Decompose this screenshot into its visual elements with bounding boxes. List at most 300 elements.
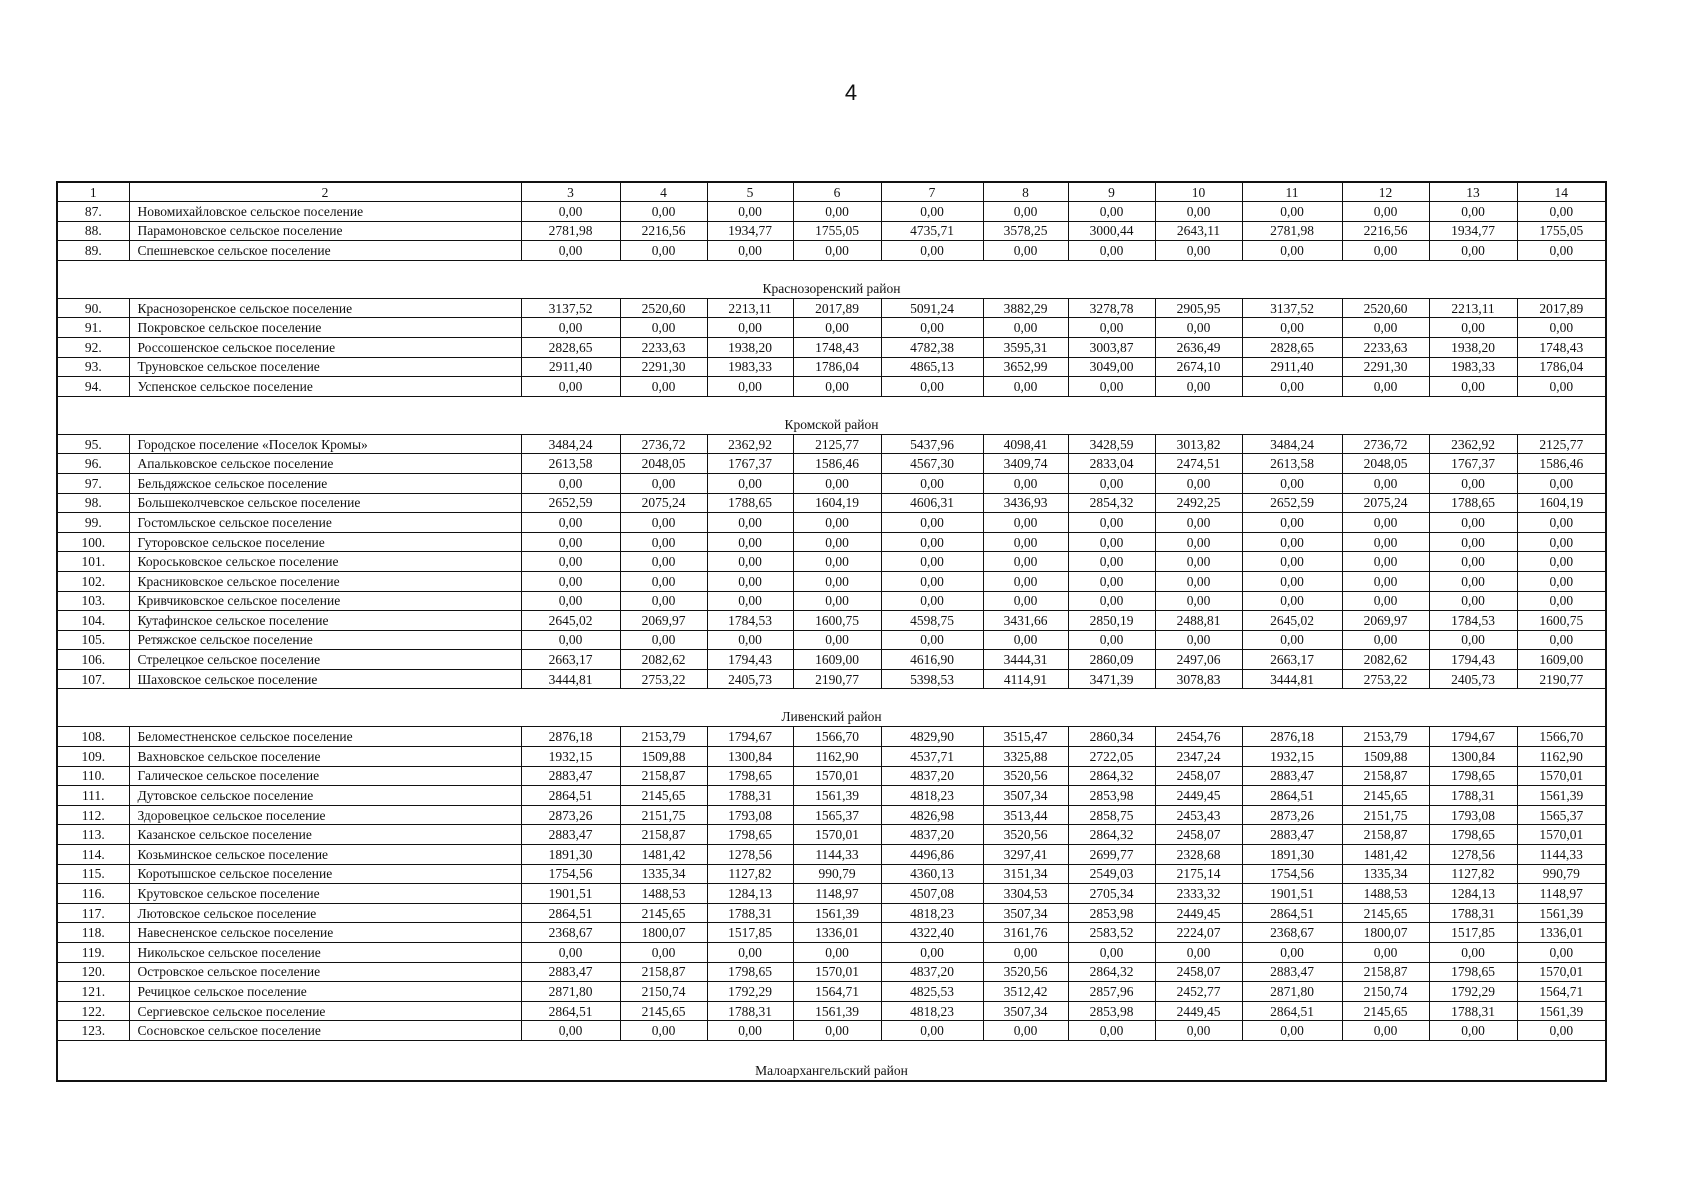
value-cell: 1901,51	[1242, 884, 1342, 904]
settlement-name: Городское поселение «Поселок Кромы»	[129, 434, 521, 454]
value-cell: 0,00	[1342, 630, 1429, 650]
value-cell: 2520,60	[620, 298, 707, 318]
value-cell: 0,00	[1068, 377, 1155, 397]
settlement-name: Ретяжское сельское поселение	[129, 630, 521, 650]
value-cell: 2833,04	[1068, 454, 1155, 474]
value-cell: 1891,30	[1242, 845, 1342, 865]
value-cell: 1604,19	[793, 493, 881, 513]
value-cell: 2449,45	[1155, 786, 1242, 806]
value-cell: 4606,31	[881, 493, 983, 513]
value-cell: 1144,33	[793, 845, 881, 865]
value-cell: 1335,34	[620, 864, 707, 884]
table-row	[57, 473, 1606, 493]
value-cell: 2405,73	[707, 669, 793, 689]
value-cell: 2520,60	[1342, 298, 1429, 318]
value-cell: 3513,44	[983, 805, 1068, 825]
value-cell: 0,00	[1242, 630, 1342, 650]
value-cell: 0,00	[881, 513, 983, 533]
column-number: 1	[57, 182, 129, 202]
value-cell: 3137,52	[521, 298, 620, 318]
column-number-row	[57, 182, 1606, 202]
value-cell: 3507,34	[983, 1001, 1068, 1021]
value-cell: 1570,01	[793, 766, 881, 786]
row-number: 121.	[57, 982, 129, 1002]
value-cell: 2736,72	[1342, 434, 1429, 454]
value-cell: 2175,14	[1155, 864, 1242, 884]
value-cell: 0,00	[793, 552, 881, 572]
value-cell: 4616,90	[881, 650, 983, 670]
value-cell: 1565,37	[1517, 805, 1606, 825]
row-number: 90.	[57, 298, 129, 318]
value-cell: 1767,37	[707, 454, 793, 474]
value-cell: 0,00	[1155, 377, 1242, 397]
row-number: 106.	[57, 650, 129, 670]
value-cell: 2017,89	[793, 298, 881, 318]
settlement-name: Галическое сельское поселение	[129, 766, 521, 786]
settlement-name: Здоровецкое сельское поселение	[129, 805, 521, 825]
value-cell: 0,00	[620, 318, 707, 338]
value-cell: 2613,58	[1242, 454, 1342, 474]
settlement-name: Вахновское сельское поселение	[129, 747, 521, 767]
table-row	[57, 766, 1606, 786]
settlement-name: Лютовское сельское поселение	[129, 903, 521, 923]
value-cell: 990,79	[1517, 864, 1606, 884]
value-cell: 0,00	[881, 532, 983, 552]
value-cell: 0,00	[881, 591, 983, 611]
value-cell: 2860,09	[1068, 650, 1155, 670]
value-cell: 0,00	[1517, 473, 1606, 493]
value-cell: 2871,80	[521, 982, 620, 1002]
value-cell: 3137,52	[1242, 298, 1342, 318]
value-cell: 1792,29	[1429, 982, 1517, 1002]
value-cell: 2858,75	[1068, 805, 1155, 825]
value-cell: 0,00	[1155, 571, 1242, 591]
row-number: 103.	[57, 591, 129, 611]
value-cell: 2145,65	[620, 1001, 707, 1021]
value-cell: 1481,42	[620, 845, 707, 865]
value-cell: 2125,77	[1517, 434, 1606, 454]
value-cell: 0,00	[793, 241, 881, 261]
value-cell: 2069,97	[1342, 611, 1429, 631]
value-cell: 1566,70	[793, 727, 881, 747]
value-cell: 1600,75	[793, 611, 881, 631]
value-cell: 0,00	[1342, 473, 1429, 493]
settlement-name: Шаховское сельское поселение	[129, 669, 521, 689]
value-cell: 0,00	[620, 630, 707, 650]
value-cell: 2883,47	[521, 766, 620, 786]
value-cell: 2853,98	[1068, 903, 1155, 923]
value-cell: 2699,77	[1068, 845, 1155, 865]
value-cell: 0,00	[620, 377, 707, 397]
value-cell: 2636,49	[1155, 337, 1242, 357]
value-cell: 1570,01	[1517, 962, 1606, 982]
value-cell: 3436,93	[983, 493, 1068, 513]
row-number: 105.	[57, 630, 129, 650]
settlement-name: Спешневское сельское поселение	[129, 241, 521, 261]
value-cell: 2452,77	[1155, 982, 1242, 1002]
value-cell: 2474,51	[1155, 454, 1242, 474]
value-cell: 2458,07	[1155, 962, 1242, 982]
value-cell: 2213,11	[1429, 298, 1517, 318]
value-cell: 1788,31	[1429, 903, 1517, 923]
value-cell: 1148,97	[793, 884, 881, 904]
row-number: 119.	[57, 943, 129, 963]
value-cell: 2583,52	[1068, 923, 1155, 943]
value-cell: 0,00	[1242, 377, 1342, 397]
table-row	[57, 650, 1606, 670]
value-cell: 1784,53	[1429, 611, 1517, 631]
value-cell: 2216,56	[1342, 221, 1429, 241]
value-cell: 0,00	[707, 1021, 793, 1041]
value-cell: 0,00	[1155, 202, 1242, 222]
value-cell: 0,00	[793, 943, 881, 963]
value-cell: 0,00	[521, 513, 620, 533]
value-cell: 2216,56	[620, 221, 707, 241]
table-row	[57, 962, 1606, 982]
value-cell: 0,00	[1068, 630, 1155, 650]
value-cell: 0,00	[881, 202, 983, 222]
value-cell: 0,00	[1242, 473, 1342, 493]
value-cell: 3078,83	[1155, 669, 1242, 689]
settlement-name: Сосновское сельское поселение	[129, 1021, 521, 1041]
table-row	[57, 591, 1606, 611]
value-cell: 2048,05	[620, 454, 707, 474]
row-number: 118.	[57, 923, 129, 943]
value-cell: 0,00	[521, 532, 620, 552]
value-cell: 0,00	[1342, 1021, 1429, 1041]
value-cell: 3882,29	[983, 298, 1068, 318]
column-number: 2	[129, 182, 521, 202]
value-cell: 990,79	[793, 864, 881, 884]
value-cell: 0,00	[1242, 202, 1342, 222]
value-cell: 1278,56	[1429, 845, 1517, 865]
settlement-name: Козьминское сельское поселение	[129, 845, 521, 865]
value-cell: 3520,56	[983, 766, 1068, 786]
value-cell: 1561,39	[793, 1001, 881, 1021]
value-cell: 2492,25	[1155, 493, 1242, 513]
value-cell: 2368,67	[1242, 923, 1342, 943]
value-cell: 0,00	[1342, 241, 1429, 261]
value-cell: 1798,65	[707, 825, 793, 845]
value-cell: 4098,41	[983, 434, 1068, 454]
row-number: 117.	[57, 903, 129, 923]
value-cell: 2871,80	[1242, 982, 1342, 1002]
settlement-name: Бельдяжское сельское поселение	[129, 473, 521, 493]
value-cell: 0,00	[983, 1021, 1068, 1041]
value-cell: 1600,75	[1517, 611, 1606, 631]
value-cell: 2613,58	[521, 454, 620, 474]
value-cell: 2233,63	[620, 337, 707, 357]
row-number: 120.	[57, 962, 129, 982]
settlements-table	[56, 181, 1607, 1082]
value-cell: 2674,10	[1155, 357, 1242, 377]
table-row	[57, 630, 1606, 650]
value-cell: 2145,65	[1342, 1001, 1429, 1021]
value-cell: 1162,90	[793, 747, 881, 767]
value-cell: 0,00	[1068, 552, 1155, 572]
value-cell: 0,00	[1342, 943, 1429, 963]
value-cell: 2853,98	[1068, 786, 1155, 806]
value-cell: 0,00	[1517, 591, 1606, 611]
column-number: 4	[620, 182, 707, 202]
value-cell: 1755,05	[1517, 221, 1606, 241]
value-cell: 0,00	[1429, 202, 1517, 222]
value-cell: 0,00	[1517, 1021, 1606, 1041]
value-cell: 0,00	[1429, 532, 1517, 552]
value-cell: 1934,77	[707, 221, 793, 241]
value-cell: 3409,74	[983, 454, 1068, 474]
value-cell: 2864,51	[521, 1001, 620, 1021]
value-cell: 1564,71	[1517, 982, 1606, 1002]
table-row	[57, 318, 1606, 338]
value-cell: 0,00	[881, 318, 983, 338]
table-row	[57, 611, 1606, 631]
value-cell: 0,00	[793, 202, 881, 222]
value-cell: 1300,84	[707, 747, 793, 767]
table-row	[57, 982, 1606, 1002]
settlement-name: Дутовское сельское поселение	[129, 786, 521, 806]
value-cell: 0,00	[1342, 202, 1429, 222]
value-cell: 3578,25	[983, 221, 1068, 241]
value-cell: 4735,71	[881, 221, 983, 241]
column-number: 11	[1242, 182, 1342, 202]
row-number: 123.	[57, 1021, 129, 1041]
value-cell: 3000,44	[1068, 221, 1155, 241]
value-cell: 2753,22	[620, 669, 707, 689]
value-cell: 1794,67	[707, 727, 793, 747]
row-number: 115.	[57, 864, 129, 884]
value-cell: 3297,41	[983, 845, 1068, 865]
table-row	[57, 903, 1606, 923]
value-cell: 0,00	[1517, 513, 1606, 533]
value-cell: 2876,18	[1242, 727, 1342, 747]
value-cell: 1788,31	[707, 903, 793, 923]
value-cell: 0,00	[1517, 552, 1606, 572]
settlement-name: Новомихайловское сельское поселение	[129, 202, 521, 222]
value-cell: 2125,77	[793, 434, 881, 454]
value-cell: 2828,65	[521, 337, 620, 357]
value-cell: 2864,51	[1242, 1001, 1342, 1021]
value-cell: 0,00	[983, 552, 1068, 572]
table-row	[57, 377, 1606, 397]
value-cell: 1786,04	[793, 357, 881, 377]
value-cell: 1792,29	[707, 982, 793, 1002]
row-number: 104.	[57, 611, 129, 631]
value-cell: 4818,23	[881, 786, 983, 806]
value-cell: 1586,46	[1517, 454, 1606, 474]
value-cell: 0,00	[1342, 571, 1429, 591]
column-number: 9	[1068, 182, 1155, 202]
value-cell: 2158,87	[620, 766, 707, 786]
value-cell: 2233,63	[1342, 337, 1429, 357]
value-cell: 3595,31	[983, 337, 1068, 357]
value-cell: 1800,07	[1342, 923, 1429, 943]
value-cell: 2857,96	[1068, 982, 1155, 1002]
value-cell: 2449,45	[1155, 1001, 1242, 1021]
value-cell: 0,00	[707, 591, 793, 611]
value-cell: 4507,08	[881, 884, 983, 904]
value-cell: 1488,53	[620, 884, 707, 904]
table-row	[57, 864, 1606, 884]
value-cell: 0,00	[1155, 532, 1242, 552]
value-cell: 0,00	[983, 571, 1068, 591]
value-cell: 2151,75	[1342, 805, 1429, 825]
table-row	[57, 845, 1606, 865]
value-cell: 2736,72	[620, 434, 707, 454]
value-cell: 1278,56	[707, 845, 793, 865]
value-cell: 0,00	[707, 571, 793, 591]
settlement-name: Навесненское сельское поселение	[129, 923, 521, 943]
value-cell: 0,00	[881, 552, 983, 572]
value-cell: 0,00	[1242, 591, 1342, 611]
column-number: 6	[793, 182, 881, 202]
value-cell: 3652,99	[983, 357, 1068, 377]
value-cell: 0,00	[1068, 1021, 1155, 1041]
value-cell: 0,00	[1155, 241, 1242, 261]
value-cell: 2158,87	[1342, 766, 1429, 786]
value-cell: 1570,01	[1517, 766, 1606, 786]
value-cell: 0,00	[1155, 1021, 1242, 1041]
value-cell: 1932,15	[521, 747, 620, 767]
value-cell: 2449,45	[1155, 903, 1242, 923]
value-cell: 0,00	[1155, 318, 1242, 338]
value-cell: 0,00	[1429, 318, 1517, 338]
value-cell: 3325,88	[983, 747, 1068, 767]
value-cell: 1793,08	[707, 805, 793, 825]
value-cell: 1517,85	[1429, 923, 1517, 943]
value-cell: 2458,07	[1155, 766, 1242, 786]
value-cell: 1788,65	[1429, 493, 1517, 513]
value-cell: 1284,13	[707, 884, 793, 904]
value-cell: 0,00	[1068, 202, 1155, 222]
value-cell: 0,00	[793, 1021, 881, 1041]
value-cell: 4496,86	[881, 845, 983, 865]
table-row	[57, 1021, 1606, 1041]
value-cell: 2158,87	[620, 825, 707, 845]
value-cell: 0,00	[521, 552, 620, 572]
value-cell: 0,00	[881, 473, 983, 493]
value-cell: 2905,95	[1155, 298, 1242, 318]
settlement-name: Гуторовское сельское поселение	[129, 532, 521, 552]
column-number: 5	[707, 182, 793, 202]
value-cell: 1932,15	[1242, 747, 1342, 767]
value-cell: 0,00	[1429, 571, 1517, 591]
settlement-name: Никольское сельское поселение	[129, 943, 521, 963]
district-name: Ливенский район	[57, 689, 1606, 727]
value-cell: 0,00	[1517, 630, 1606, 650]
value-cell: 0,00	[1429, 1021, 1517, 1041]
settlement-name: Успенское сельское поселение	[129, 377, 521, 397]
value-cell: 2362,92	[707, 434, 793, 454]
value-cell: 2864,51	[1242, 903, 1342, 923]
value-cell: 0,00	[620, 943, 707, 963]
value-cell: 3515,47	[983, 727, 1068, 747]
value-cell: 0,00	[1517, 241, 1606, 261]
value-cell: 0,00	[983, 513, 1068, 533]
value-cell: 2854,32	[1068, 493, 1155, 513]
value-cell: 0,00	[707, 318, 793, 338]
value-cell: 1284,13	[1429, 884, 1517, 904]
value-cell: 0,00	[620, 532, 707, 552]
row-number: 122.	[57, 1001, 129, 1021]
district-header-row	[57, 260, 1606, 298]
value-cell: 2864,32	[1068, 825, 1155, 845]
value-cell: 4360,13	[881, 864, 983, 884]
value-cell: 0,00	[620, 473, 707, 493]
value-cell: 0,00	[521, 202, 620, 222]
value-cell: 2781,98	[521, 221, 620, 241]
value-cell: 0,00	[1429, 513, 1517, 533]
value-cell: 2911,40	[1242, 357, 1342, 377]
row-number: 98.	[57, 493, 129, 513]
value-cell: 0,00	[1242, 1021, 1342, 1041]
value-cell: 2883,47	[1242, 825, 1342, 845]
table-row	[57, 943, 1606, 963]
settlement-name: Апальковское сельское поселение	[129, 454, 521, 474]
value-cell: 3161,76	[983, 923, 1068, 943]
value-cell: 0,00	[793, 318, 881, 338]
value-cell: 2333,32	[1155, 884, 1242, 904]
value-cell: 2151,75	[620, 805, 707, 825]
value-cell: 4837,20	[881, 825, 983, 845]
value-cell: 3444,81	[521, 669, 620, 689]
value-cell: 1754,56	[521, 864, 620, 884]
value-cell: 0,00	[1429, 630, 1517, 650]
row-number: 91.	[57, 318, 129, 338]
value-cell: 3471,39	[1068, 669, 1155, 689]
value-cell: 0,00	[793, 473, 881, 493]
value-cell: 0,00	[707, 377, 793, 397]
value-cell: 5437,96	[881, 434, 983, 454]
value-cell: 1891,30	[521, 845, 620, 865]
value-cell: 2153,79	[620, 727, 707, 747]
value-cell: 3507,34	[983, 786, 1068, 806]
value-cell: 2158,87	[620, 962, 707, 982]
value-cell: 1755,05	[793, 221, 881, 241]
row-number: 112.	[57, 805, 129, 825]
value-cell: 2864,32	[1068, 962, 1155, 982]
value-cell: 2405,73	[1429, 669, 1517, 689]
table-row	[57, 454, 1606, 474]
value-cell: 3013,82	[1155, 434, 1242, 454]
value-cell: 0,00	[793, 591, 881, 611]
row-number: 94.	[57, 377, 129, 397]
value-cell: 1127,82	[707, 864, 793, 884]
value-cell: 1509,88	[1342, 747, 1429, 767]
value-cell: 1794,67	[1429, 727, 1517, 747]
value-cell: 4322,40	[881, 923, 983, 943]
value-cell: 4829,90	[881, 727, 983, 747]
value-cell: 2362,92	[1429, 434, 1517, 454]
value-cell: 1162,90	[1517, 747, 1606, 767]
value-cell: 0,00	[707, 202, 793, 222]
value-cell: 2876,18	[521, 727, 620, 747]
value-cell: 2883,47	[1242, 766, 1342, 786]
value-cell: 0,00	[983, 202, 1068, 222]
settlement-name: Парамоновское сельское поселение	[129, 221, 521, 241]
settlement-name: Россошенское сельское поселение	[129, 337, 521, 357]
value-cell: 0,00	[1517, 377, 1606, 397]
value-cell: 0,00	[620, 202, 707, 222]
value-cell: 4837,20	[881, 766, 983, 786]
value-cell: 0,00	[521, 1021, 620, 1041]
value-cell: 0,00	[1155, 552, 1242, 572]
value-cell: 1798,65	[1429, 962, 1517, 982]
value-cell: 2911,40	[521, 357, 620, 377]
value-cell: 1786,04	[1517, 357, 1606, 377]
value-cell: 1800,07	[620, 923, 707, 943]
value-cell: 4818,23	[881, 1001, 983, 1021]
